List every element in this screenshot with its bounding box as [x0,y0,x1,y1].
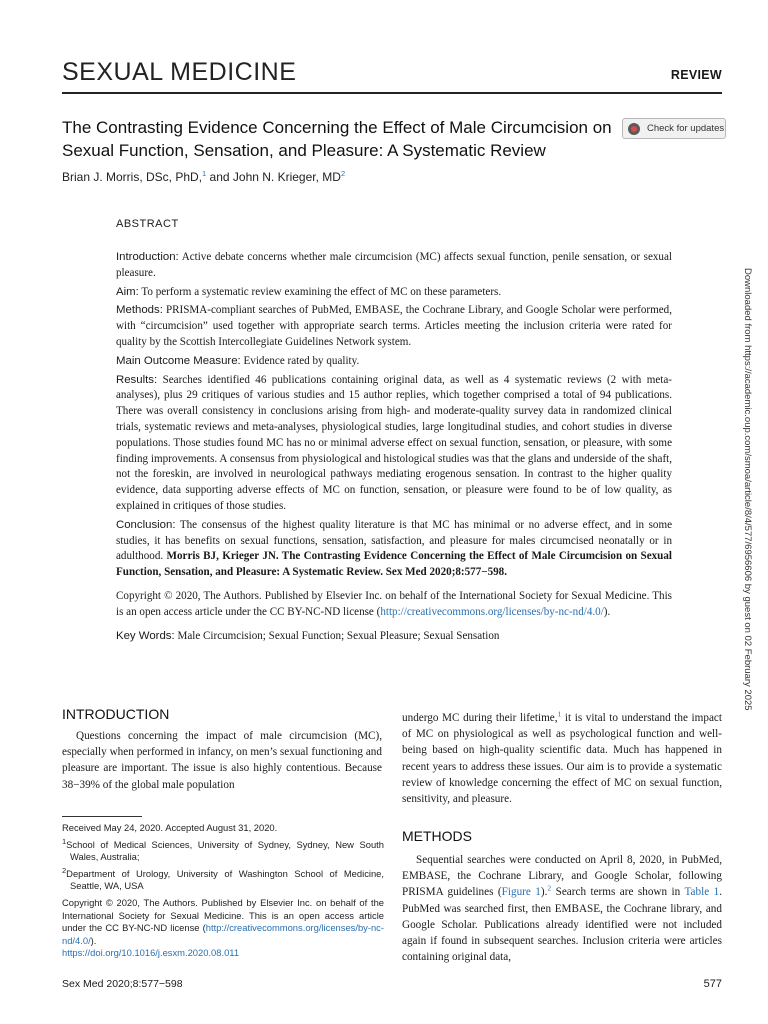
download-watermark: Downloaded from https://academic.oup.com/smoa/article/8/4/577/6956606 by guest on 02 February 2025 [742,268,753,711]
suggested-citation: Morris BJ, Krieger JN. The Contrasting Evidence Concerning the Effect of Male Circumcision on Sexual Function, Sensation, and Pleasure: A Systematic Review. Sex Med 2020;8:577−598. [116,550,672,579]
check-for-updates-label: Check for updates [647,123,725,134]
affiliation-ref-1[interactable]: 1 [202,169,207,178]
footer-citation: Sex Med 2020;8:577−598 [62,978,183,990]
abstract-aim: Aim: To perform a systematic review examining the effect of MC on these parameters. [116,285,502,298]
crossmark-icon [628,123,640,135]
introduction-continued: undergo MC during their lifetime,$^1$ it is vital to understand the impact of MC on physiological as well as psychological function and well-being based on high-quality scientific data. Much has happened in recent years to address these issues. Our aim is to provide a systematic review of knowledge concerning the effect of MC on sexual function, sensitivity, and pleasure. [402,709,722,806]
received-dates: Received May 24, 2020. Accepted August 31, 2020. [62,822,278,833]
article-type-label: REVIEW [670,68,722,82]
affiliation-ref-2[interactable]: 2 [340,169,346,178]
article-title: The Contrasting Evidence Concerning the Effect of Male Circumcision on Sexual Function, Sensation, and Pleasure: A Systematic Review [62,118,612,160]
footnote-copyright: Copyright © 2020, The Authors. Published by Elsevier Inc. on behalf of the International Society for Sexual Medicine. This is an open access article under the CC BY-NC-ND license (http://creativecommons.org/licenses/by-nc-nd/4.0/). https://doi.org/10.1016/j.esxm.2020.08.011 [62,896,384,959]
footnote-license-link[interactable]: http://creativecommons.org/licenses/by-nc-nd/4.0/ [62,922,384,946]
license-link[interactable]: http://creativecommons.org/licenses/by-nc-nd/4.0/ [380,605,604,618]
abstract-methods: Methods: PRISMA-compliant searches of PubMed, EMBASE, the Cochrane Library, and Google Scholar were performed, with “circumcision” used together with appropriate search terms. Articles meeting the inclusion criteria were rated for quality by the Scottish Intercollegiate Guidelines Network system. [116,304,672,348]
abstract-conclusion: Conclusion: The consensus of the highest quality literature is that MC has minimal or no adverse effect, and in some studies, it has benefits on sexual functions, sensation, satisfaction, and pleasure for males circumcised neonatally or in adulthood. Morris BJ, Krieger JN. The Contrasting Evidence Concerning the Effect of Male Circumcision on Sexual Function, Sensation, and Pleasure: A Systematic Review. Sex Med 2020;8:577−598. [116,518,673,579]
table-1-link[interactable]: Table 1 [684,886,720,899]
abstract-body [116,250,672,647]
introduction-heading: INTRODUCTION [62,706,170,722]
methods-heading: METHODS [402,828,472,844]
doi-link[interactable]: https://doi.org/10.1016/j.esxm.2020.08.011 [62,947,240,959]
methods-paragraph: Sequential searches were conducted on April 8, 2020, in PubMed, EMBASE, the Cochrane Library, and Google Scholar, following PRISMA guidelines (Figure 1).$^2$ Search terms are shown in Table 1. PubMed was searched first, then EMBASE, the Cochrane library, and Google Scholar. Publications already identified were not included again if found in subsequent searches. Inclusion criteria were articles containing original data, [402,854,722,964]
reference-2-link[interactable]: 2 [547,883,552,893]
check-for-updates-button[interactable] [622,118,726,139]
introduction-paragraph: Questions concerning the impact of male circumcision (MC), especially when performed in infancy, on men’s sexual functioning and pleasure are important. The issue is also highly contentious. Because 38−39% of the global male population [62,730,382,791]
author-morris: Brian J. Morris, DSc, PhD, [62,170,203,184]
abstract-outcome: Main Outcome Measure: Evidence rated by quality. [116,354,360,367]
footnote-rule [62,816,142,817]
abstract-results: Results: Searches identified 46 publications containing original data, as well as 4 systematic reviews (2 with meta-analyses), plus 29 critiques of various studies and 15 author replies, which together comprised a total of 94 publications. There was overall consistency in conclusions arising from high- and moderate-quality survey data in randomized clinical trials, systematic reviews and meta-analyses, physiological studies, large longitudinal studies, and cohort studies in diverse populations. Those studies found MC has no or minimal adverse effect on sexual function, sensation, or pleasure, with some finding improvements. A consensus from physiological and histological studies was that the glans and underside of the shaft, not the foreskin, are involved in neurological pathways mediating erogenous sensation. In contrast to the higher quality evidence, data supporting adverse effects of MC on function, sensation, or pleasure were found to be of low quality, as explained in critiques of those studies. [116,373,672,512]
footnotes [62,822,384,964]
reference-1-link[interactable]: 1 [557,709,562,719]
affiliation-2: $^2$Department of Urology, University of Washington School of Medicine, Seattle, WA, USA [62,865,384,892]
journal-title: SEXUAL MEDICINE [62,58,297,86]
keywords: Key Words: Male Circumcision; Sexual Function; Sexual Pleasure; Sexual Sensation [116,629,500,642]
figure-1-link[interactable]: Figure 1 [501,886,541,899]
header-rule [62,92,722,94]
abstract-introduction: Introduction: Active debate concerns whether male circumcision (MC) affects sexual function, penile sensation, or sexual pleasure. [116,251,672,279]
abstract-heading: ABSTRACT [116,218,179,230]
abstract-copyright: Copyright © 2020, The Authors. Published by Elsevier Inc. on behalf of the International Society for Sexual Medicine. This is an open access article under the CC BY-NC-ND license (http://creativecommons.org/licenses/by-nc-nd/4.0/). [116,589,672,618]
affiliation-1: $^1$School of Medical Sciences, University of Sydney, Sydney, New South Wales, Australia; [62,836,384,863]
author-line [62,170,345,184]
author-krieger: and John N. Krieger, MD [206,170,341,184]
page-number: 577 [703,978,722,990]
